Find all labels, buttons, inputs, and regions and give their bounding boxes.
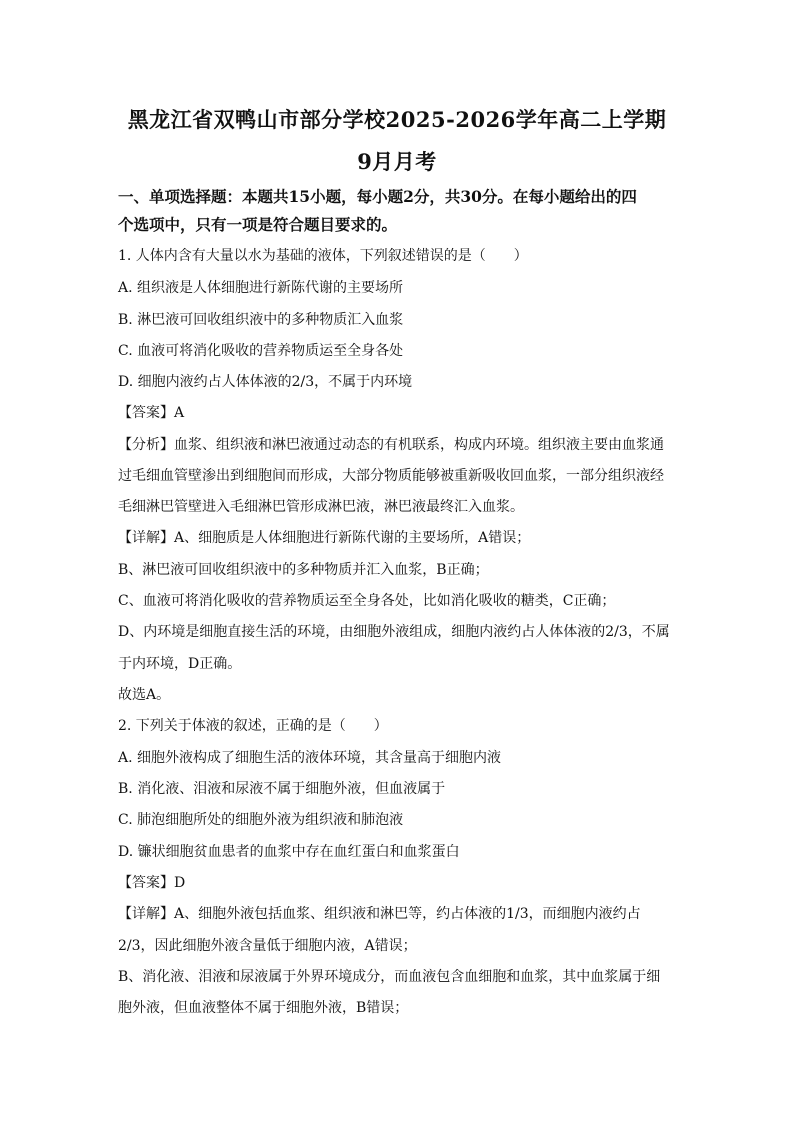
question-1-stem: 1. 人体内含有大量以水为基础的液体，下列叙述错误的是（ ） <box>118 248 528 264</box>
question-1-detail-line-4: D、内环境是细胞直接生活的环境，由细胞外液组成，细胞内液约占人体体液的2/3，不属 <box>118 624 670 640</box>
exam-title-line-2: 9月月考 <box>357 149 437 174</box>
question-1-detail-line-1: 【详解】A、细胞质是人体细胞进行新陈代谢的主要场所，A错误； <box>118 530 531 546</box>
question-1-detail-line-2: B、淋巴液可回收组织液中的多种物质并汇入血浆，B正确； <box>118 562 489 578</box>
question-1-option-d: D. 细胞内液约占人体体液的2/3，不属于内环境 <box>118 374 413 390</box>
question-1-analysis-line-3: 毛细淋巴管壁进入毛细淋巴管形成淋巴液，淋巴液最终汇入血浆。 <box>118 499 524 515</box>
question-2-option-a: A. 细胞外液构成了细胞生活的液体环境，其含量高于细胞内液 <box>118 750 502 766</box>
question-2-stem: 2. 下列关于体液的叙述，正确的是（ ） <box>118 718 388 734</box>
question-2-answer: 【答案】D <box>118 875 186 891</box>
exam-title-line-1: 黑龙江省双鸭山市部分学校2025-2026学年高二上学期 <box>127 107 667 132</box>
question-1-analysis-line-1: 【分析】血浆、组织液和淋巴液通过动态的有机联系，构成内环境。组织液主要由血浆通 <box>118 437 664 453</box>
question-1-option-a: A. 组织液是人体细胞进行新陈代谢的主要场所 <box>118 280 404 296</box>
question-2-detail-line-4: 胞外液，但血液整体不属于细胞外液，B错误； <box>118 1000 409 1016</box>
question-2-detail-line-1: 【详解】A、细胞外液包括血浆、组织液和淋巴等，约占体液的1/3，而细胞内液约占 <box>118 906 641 922</box>
question-1-detail-line-3: C、血液可将消化吸收的营养物质运至全身各处，比如消化吸收的糖类，C正确； <box>118 593 616 609</box>
question-1-detail-line-5: 于内环境，D正确。 <box>118 656 242 672</box>
question-2-option-c: C. 肺泡细胞所处的细胞外液为组织液和肺泡液 <box>118 812 404 828</box>
question-2-detail-line-3: B、消化液、泪液和尿液属于外界环境成分，而血液包含血细胞和血浆，其中血浆属于细 <box>118 969 661 985</box>
question-1-option-c: C. 血液可将消化吸收的营养物质运至全身各处 <box>118 343 404 359</box>
question-1-analysis-line-2: 过毛细血管壁渗出到细胞间而形成，大部分物质能够被重新吸收回血浆，一部分组织液经 <box>118 468 664 484</box>
question-1-option-b: B. 淋巴液可回收组织液中的多种物质汇入血浆 <box>118 312 404 328</box>
question-2-option-b: B. 消化液、泪液和尿液不属于细胞外液，但血液属于 <box>118 781 446 797</box>
question-1-conclusion: 故选A。 <box>118 687 171 703</box>
question-2-option-d: D. 镰状细胞贫血患者的血浆中存在血红蛋白和血浆蛋白 <box>118 844 460 860</box>
section-heading-line-1: 一、单项选择题：本题共15小题，每小题2分，共30分。在每小题给出的四 <box>118 187 637 206</box>
question-1-answer: 【答案】A <box>118 405 185 421</box>
section-heading-line-2: 个选项中，只有一项是符合题目要求的。 <box>118 215 398 234</box>
question-2-detail-line-2: 2/3，因此细胞外液含量低于细胞内液，A错误； <box>118 938 417 954</box>
